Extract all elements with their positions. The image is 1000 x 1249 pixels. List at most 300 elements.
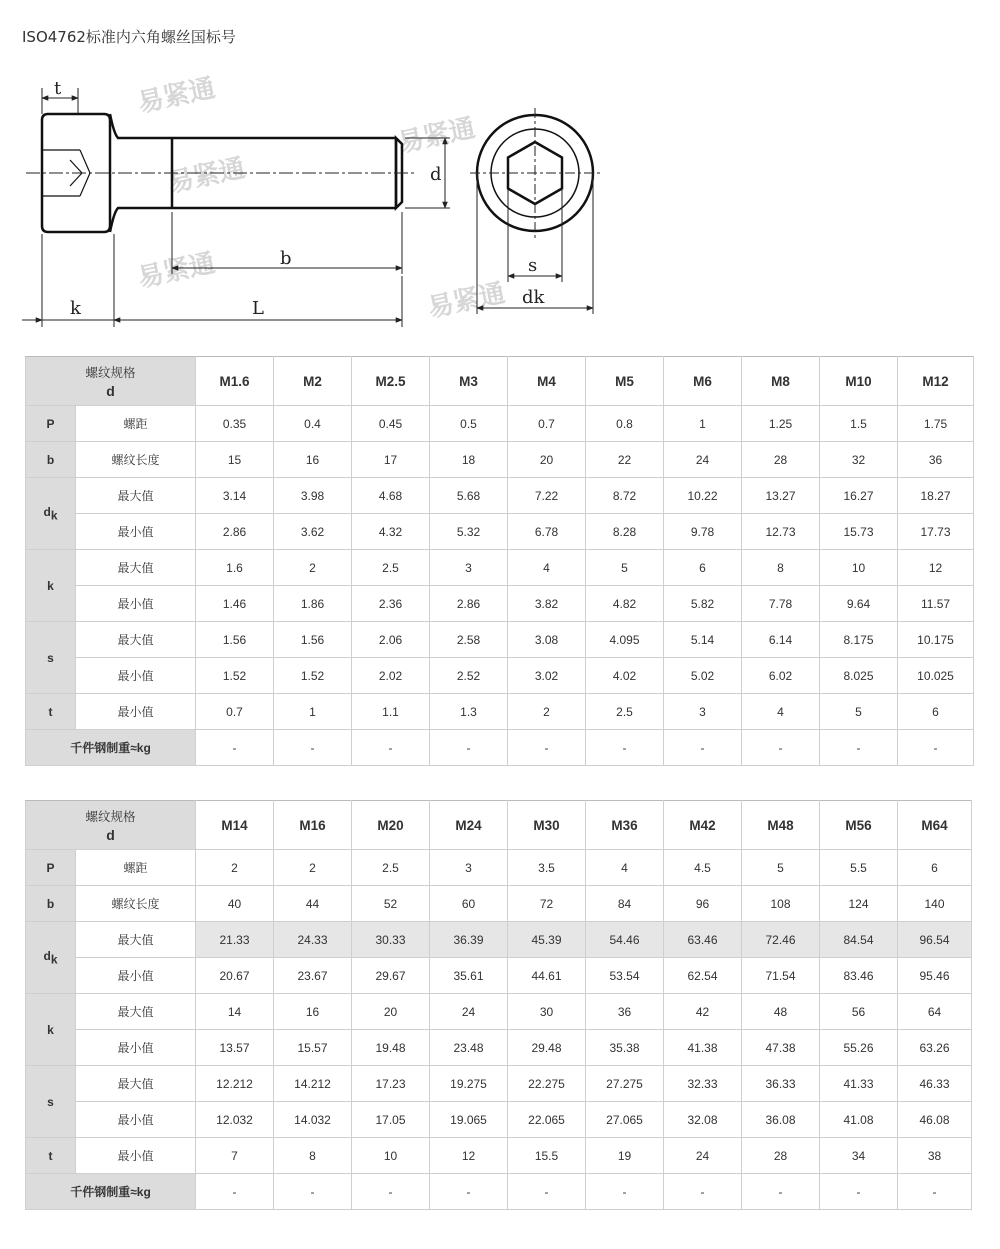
header-row bbox=[26, 801, 972, 850]
cell-value: 1.5 bbox=[820, 406, 898, 442]
size-header: M1.6 bbox=[196, 357, 274, 406]
cell-value: 21.33 bbox=[196, 922, 274, 958]
cell-value: 72 bbox=[508, 886, 586, 922]
cell-value: 2.58 bbox=[430, 622, 508, 658]
cell-value: - bbox=[664, 1174, 742, 1210]
size-header: M4 bbox=[508, 357, 586, 406]
cell-value: 36.08 bbox=[742, 1102, 820, 1138]
dim-label-k: k bbox=[70, 298, 81, 319]
cell-value: 6 bbox=[898, 694, 974, 730]
cell-value: 3.02 bbox=[508, 658, 586, 694]
cell-value: 55.26 bbox=[820, 1030, 898, 1066]
cell-value: 2.5 bbox=[586, 694, 664, 730]
cell-value: 1.3 bbox=[430, 694, 508, 730]
cell-value: 4.02 bbox=[586, 658, 664, 694]
cell-value: 4.82 bbox=[586, 586, 664, 622]
symbol-sub-k: k bbox=[50, 952, 58, 967]
size-header: M30 bbox=[508, 801, 586, 850]
cell-value: 0.4 bbox=[274, 406, 352, 442]
cell-value: 20.67 bbox=[196, 958, 274, 994]
cell-value: 4.32 bbox=[352, 514, 430, 550]
cell-value: 72.46 bbox=[742, 922, 820, 958]
cell-value: 3 bbox=[430, 550, 508, 586]
cell-value: 45.39 bbox=[508, 922, 586, 958]
cell-value: 2 bbox=[508, 694, 586, 730]
row-t-min bbox=[26, 1138, 972, 1174]
dim-label-L: L bbox=[252, 298, 264, 319]
cell-value: 0.45 bbox=[352, 406, 430, 442]
row-label-min: 最小值 bbox=[76, 1138, 196, 1174]
cell-value: 40 bbox=[196, 886, 274, 922]
cell-value: 10 bbox=[820, 550, 898, 586]
row-label-min: 最小值 bbox=[76, 586, 196, 622]
cell-value: 7.78 bbox=[742, 586, 820, 622]
cell-value: 19 bbox=[586, 1138, 664, 1174]
cell-value: 36.39 bbox=[430, 922, 508, 958]
screw-technical-drawing bbox=[20, 72, 620, 342]
cell-value: 7.22 bbox=[508, 478, 586, 514]
cell-value: 5.32 bbox=[430, 514, 508, 550]
cell-value: 84.54 bbox=[820, 922, 898, 958]
corner-label: 螺纹规格 bbox=[85, 810, 136, 824]
row-label-min: 最小值 bbox=[76, 958, 196, 994]
cell-value: - bbox=[820, 730, 898, 766]
size-header: M2 bbox=[274, 357, 352, 406]
row-label-min: 最小值 bbox=[76, 694, 196, 730]
row-k-min bbox=[26, 586, 974, 622]
cell-value: - bbox=[664, 730, 742, 766]
cell-value: 2 bbox=[196, 850, 274, 886]
cell-value: 71.54 bbox=[742, 958, 820, 994]
dim-label-dk: dk bbox=[522, 287, 545, 308]
row-label-min: 最小值 bbox=[76, 1030, 196, 1066]
cell-value: 124 bbox=[820, 886, 898, 922]
cell-value: 7 bbox=[196, 1138, 274, 1174]
screw-end-view bbox=[470, 108, 600, 238]
cell-value: - bbox=[196, 730, 274, 766]
cell-value: 28 bbox=[742, 1138, 820, 1174]
cell-value: 19.275 bbox=[430, 1066, 508, 1102]
cell-value: 27.275 bbox=[586, 1066, 664, 1102]
cell-value: 28 bbox=[742, 442, 820, 478]
size-header: M8 bbox=[742, 357, 820, 406]
cell-value: 96 bbox=[664, 886, 742, 922]
row-label-min: 最小值 bbox=[76, 514, 196, 550]
cell-value: 23.67 bbox=[274, 958, 352, 994]
cell-value: 24 bbox=[664, 1138, 742, 1174]
cell-value: 6.02 bbox=[742, 658, 820, 694]
cell-value: 10.175 bbox=[898, 622, 974, 658]
row-s-min bbox=[26, 658, 974, 694]
cell-value: - bbox=[430, 1174, 508, 1210]
cell-value: 12.73 bbox=[742, 514, 820, 550]
cell-value: 29.48 bbox=[508, 1030, 586, 1066]
cell-value: 2.52 bbox=[430, 658, 508, 694]
dim-label-d: d bbox=[430, 164, 442, 185]
size-header: M36 bbox=[586, 801, 664, 850]
cell-value: 18.27 bbox=[898, 478, 974, 514]
cell-value: 10.025 bbox=[898, 658, 974, 694]
cell-value: 23.48 bbox=[430, 1030, 508, 1066]
cell-value: 17.23 bbox=[352, 1066, 430, 1102]
cell-value: 8.28 bbox=[586, 514, 664, 550]
cell-value: 30.33 bbox=[352, 922, 430, 958]
cell-value: 3 bbox=[430, 850, 508, 886]
cell-value: 44 bbox=[274, 886, 352, 922]
row-weight bbox=[26, 1174, 972, 1210]
cell-value: 32 bbox=[820, 442, 898, 478]
cell-value: 14 bbox=[196, 994, 274, 1030]
cell-value: - bbox=[352, 1174, 430, 1210]
cell-value: 13.27 bbox=[742, 478, 820, 514]
cell-value: 44.61 bbox=[508, 958, 586, 994]
cell-value: 17 bbox=[352, 442, 430, 478]
cell-value: 1.52 bbox=[196, 658, 274, 694]
cell-value: 15.5 bbox=[508, 1138, 586, 1174]
cell-value: 8 bbox=[274, 1138, 352, 1174]
cell-value: 8.72 bbox=[586, 478, 664, 514]
cell-value: 12.032 bbox=[196, 1102, 274, 1138]
row-label-min: 最小值 bbox=[76, 658, 196, 694]
corner-header bbox=[26, 357, 196, 406]
row-label-max: 最大值 bbox=[76, 994, 196, 1030]
row-k-max bbox=[26, 550, 974, 586]
cell-value: 1.6 bbox=[196, 550, 274, 586]
row-symbol-k: k bbox=[26, 550, 76, 622]
row-symbol-P: P bbox=[26, 406, 76, 442]
cell-value: 2 bbox=[274, 550, 352, 586]
row-s-max bbox=[26, 1066, 972, 1102]
cell-value: - bbox=[742, 730, 820, 766]
cell-value: 6.78 bbox=[508, 514, 586, 550]
size-header: M16 bbox=[274, 801, 352, 850]
row-dk-max bbox=[26, 478, 974, 514]
cell-value: - bbox=[274, 1174, 352, 1210]
cell-value: - bbox=[898, 730, 974, 766]
cell-value: - bbox=[352, 730, 430, 766]
header-row bbox=[26, 357, 974, 406]
cell-value: 12 bbox=[898, 550, 974, 586]
cell-value: 4 bbox=[742, 694, 820, 730]
row-symbol-P: P bbox=[26, 850, 76, 886]
cell-value: 34 bbox=[820, 1138, 898, 1174]
cell-value: 4.5 bbox=[664, 850, 742, 886]
cell-value: 1.25 bbox=[742, 406, 820, 442]
cell-value: 60 bbox=[430, 886, 508, 922]
cell-value: 17.73 bbox=[898, 514, 974, 550]
row-symbol-dk bbox=[26, 922, 76, 994]
watermark bbox=[135, 73, 508, 324]
row-label-max: 最大值 bbox=[76, 1066, 196, 1102]
cell-value: 19.48 bbox=[352, 1030, 430, 1066]
cell-value: 6 bbox=[664, 550, 742, 586]
row-weight bbox=[26, 730, 974, 766]
cell-value: - bbox=[430, 730, 508, 766]
cell-value: 41.38 bbox=[664, 1030, 742, 1066]
cell-value: 3.98 bbox=[274, 478, 352, 514]
cell-value: 5.82 bbox=[664, 586, 742, 622]
cell-value: 6 bbox=[898, 850, 972, 886]
watermark-text-3: 易紧通 bbox=[135, 248, 218, 294]
cell-value: 47.38 bbox=[742, 1030, 820, 1066]
symbol-sub-k: k bbox=[50, 508, 58, 523]
cell-value: 1 bbox=[274, 694, 352, 730]
cell-value: 17.05 bbox=[352, 1102, 430, 1138]
corner-symbol: d bbox=[106, 827, 115, 843]
cell-value: 63.26 bbox=[898, 1030, 972, 1066]
spec-table-1 bbox=[25, 356, 974, 766]
cell-value: 5.02 bbox=[664, 658, 742, 694]
cell-value: 62.54 bbox=[664, 958, 742, 994]
cell-value: 11.57 bbox=[898, 586, 974, 622]
size-header: M48 bbox=[742, 801, 820, 850]
cell-value: 16 bbox=[274, 442, 352, 478]
cell-value: 53.54 bbox=[586, 958, 664, 994]
cell-value: 27.065 bbox=[586, 1102, 664, 1138]
row-symbol-s: s bbox=[26, 622, 76, 694]
cell-value: - bbox=[508, 1174, 586, 1210]
row-label-thread-length: 螺纹长度 bbox=[76, 442, 196, 478]
row-s-max bbox=[26, 622, 974, 658]
cell-value: 10.22 bbox=[664, 478, 742, 514]
row-label-max: 最大值 bbox=[76, 922, 196, 958]
cell-value: 8.175 bbox=[820, 622, 898, 658]
corner-symbol: d bbox=[106, 383, 115, 399]
row-label-max: 最大值 bbox=[76, 622, 196, 658]
cell-value: 24.33 bbox=[274, 922, 352, 958]
cell-value: 15 bbox=[196, 442, 274, 478]
cell-value: 9.64 bbox=[820, 586, 898, 622]
size-header: M5 bbox=[586, 357, 664, 406]
cell-value: 42 bbox=[664, 994, 742, 1030]
symbol-d: d bbox=[43, 504, 51, 519]
row-t-min bbox=[26, 694, 974, 730]
row-symbol-b: b bbox=[26, 442, 76, 478]
cell-value: - bbox=[508, 730, 586, 766]
cell-value: 1.75 bbox=[898, 406, 974, 442]
cell-value: 1.1 bbox=[352, 694, 430, 730]
row-label-min: 最小值 bbox=[76, 1102, 196, 1138]
cell-value: 12.212 bbox=[196, 1066, 274, 1102]
cell-value: 2.5 bbox=[352, 550, 430, 586]
cell-value: 83.46 bbox=[820, 958, 898, 994]
cell-value: 5 bbox=[586, 550, 664, 586]
cell-value: 41.33 bbox=[820, 1066, 898, 1102]
cell-value: 140 bbox=[898, 886, 972, 922]
cell-value: 1.52 bbox=[274, 658, 352, 694]
cell-value: 2.5 bbox=[352, 850, 430, 886]
cell-value: 38 bbox=[898, 1138, 972, 1174]
size-header: M56 bbox=[820, 801, 898, 850]
cell-value: 2.86 bbox=[196, 514, 274, 550]
cell-value: 36 bbox=[898, 442, 974, 478]
watermark-text-5: 易紧通 bbox=[425, 278, 508, 324]
cell-value: 5.5 bbox=[820, 850, 898, 886]
cell-value: 41.08 bbox=[820, 1102, 898, 1138]
cell-value: 32.08 bbox=[664, 1102, 742, 1138]
row-thread-length bbox=[26, 886, 972, 922]
row-label-max: 最大值 bbox=[76, 478, 196, 514]
size-header: M3 bbox=[430, 357, 508, 406]
cell-value: 14.032 bbox=[274, 1102, 352, 1138]
cell-value: - bbox=[820, 1174, 898, 1210]
cell-value: 29.67 bbox=[352, 958, 430, 994]
cell-value: 54.46 bbox=[586, 922, 664, 958]
cell-value: 8.025 bbox=[820, 658, 898, 694]
cell-value: 1.56 bbox=[274, 622, 352, 658]
cell-value: 14.212 bbox=[274, 1066, 352, 1102]
cell-value: 5 bbox=[742, 850, 820, 886]
size-header: M14 bbox=[196, 801, 274, 850]
row-dk-min bbox=[26, 958, 972, 994]
cell-value: 24 bbox=[430, 994, 508, 1030]
cell-value: 16 bbox=[274, 994, 352, 1030]
size-header: M20 bbox=[352, 801, 430, 850]
cell-value: 20 bbox=[508, 442, 586, 478]
cell-value: 9.78 bbox=[664, 514, 742, 550]
cell-value: 15.73 bbox=[820, 514, 898, 550]
cell-value: 19.065 bbox=[430, 1102, 508, 1138]
cell-value: - bbox=[586, 1174, 664, 1210]
cell-value: - bbox=[586, 730, 664, 766]
corner-header bbox=[26, 801, 196, 850]
size-header: M2.5 bbox=[352, 357, 430, 406]
cell-value: 30 bbox=[508, 994, 586, 1030]
row-dk-min bbox=[26, 514, 974, 550]
cell-value: 3 bbox=[664, 694, 742, 730]
size-header: M42 bbox=[664, 801, 742, 850]
row-symbol-b: b bbox=[26, 886, 76, 922]
cell-value: 96.54 bbox=[898, 922, 972, 958]
cell-value: 22.065 bbox=[508, 1102, 586, 1138]
cell-value: 5.68 bbox=[430, 478, 508, 514]
dim-label-s: s bbox=[528, 255, 538, 276]
row-symbol-t: t bbox=[26, 1138, 76, 1174]
cell-value: 6.14 bbox=[742, 622, 820, 658]
cell-value: 15.57 bbox=[274, 1030, 352, 1066]
row-symbol-s: s bbox=[26, 1066, 76, 1138]
cell-value: 2.36 bbox=[352, 586, 430, 622]
cell-value: 35.61 bbox=[430, 958, 508, 994]
cell-value: 63.46 bbox=[664, 922, 742, 958]
cell-value: 3.62 bbox=[274, 514, 352, 550]
watermark-text-4: 易紧通 bbox=[395, 113, 478, 159]
cell-value: 0.8 bbox=[586, 406, 664, 442]
row-symbol-t: t bbox=[26, 694, 76, 730]
row-symbol-dk bbox=[26, 478, 76, 550]
cell-value: - bbox=[898, 1174, 972, 1210]
cell-value: 46.08 bbox=[898, 1102, 972, 1138]
cell-value: 1.86 bbox=[274, 586, 352, 622]
cell-value: 4.68 bbox=[352, 478, 430, 514]
cell-value: 36.33 bbox=[742, 1066, 820, 1102]
cell-value: 8 bbox=[742, 550, 820, 586]
row-s-min bbox=[26, 1102, 972, 1138]
cell-value: 12 bbox=[430, 1138, 508, 1174]
cell-value: 4 bbox=[586, 850, 664, 886]
row-label-weight: 千件钢制重≈kg bbox=[26, 730, 196, 766]
cell-value: 16.27 bbox=[820, 478, 898, 514]
row-label-weight: 千件钢制重≈kg bbox=[26, 1174, 196, 1210]
cell-value: 22 bbox=[586, 442, 664, 478]
size-header: M12 bbox=[898, 357, 974, 406]
row-dk-max bbox=[26, 922, 972, 958]
cell-value: - bbox=[274, 730, 352, 766]
cell-value: 35.38 bbox=[586, 1030, 664, 1066]
row-label-max: 最大值 bbox=[76, 550, 196, 586]
cell-value: 48 bbox=[742, 994, 820, 1030]
size-header: M6 bbox=[664, 357, 742, 406]
row-thread-length bbox=[26, 442, 974, 478]
cell-value: 24 bbox=[664, 442, 742, 478]
row-label-pitch: 螺距 bbox=[76, 406, 196, 442]
watermark-text-1: 易紧通 bbox=[135, 73, 218, 119]
cell-value: 0.7 bbox=[196, 694, 274, 730]
cell-value: 22.275 bbox=[508, 1066, 586, 1102]
size-header: M24 bbox=[430, 801, 508, 850]
row-k-max bbox=[26, 994, 972, 1030]
cell-value: 13.57 bbox=[196, 1030, 274, 1066]
cell-value: 0.35 bbox=[196, 406, 274, 442]
row-label-pitch: 螺距 bbox=[76, 850, 196, 886]
cell-value: 1.46 bbox=[196, 586, 274, 622]
cell-value: 52 bbox=[352, 886, 430, 922]
watermark-text-2: 易紧通 bbox=[165, 153, 248, 199]
dim-label-t: t bbox=[54, 78, 62, 99]
cell-value: 46.33 bbox=[898, 1066, 972, 1102]
cell-value: - bbox=[742, 1174, 820, 1210]
cell-value: 108 bbox=[742, 886, 820, 922]
cell-value: 3.5 bbox=[508, 850, 586, 886]
cell-value: 1.56 bbox=[196, 622, 274, 658]
cell-value: 18 bbox=[430, 442, 508, 478]
cell-value: 64 bbox=[898, 994, 972, 1030]
cell-value: 20 bbox=[352, 994, 430, 1030]
page-title: ISO4762标准内六角螺丝国标号 bbox=[22, 28, 236, 46]
size-header: M64 bbox=[898, 801, 972, 850]
cell-value: 3.82 bbox=[508, 586, 586, 622]
cell-value: 10 bbox=[352, 1138, 430, 1174]
cell-value: 1 bbox=[664, 406, 742, 442]
spec-table-2 bbox=[25, 800, 972, 1210]
cell-value: 2 bbox=[274, 850, 352, 886]
cell-value: 5 bbox=[820, 694, 898, 730]
symbol-d: d bbox=[43, 948, 51, 963]
cell-value: 4 bbox=[508, 550, 586, 586]
cell-value: 0.5 bbox=[430, 406, 508, 442]
cell-value: 36 bbox=[586, 994, 664, 1030]
dim-label-b: b bbox=[280, 248, 292, 269]
corner-label: 螺纹规格 bbox=[85, 366, 136, 380]
cell-value: 2.02 bbox=[352, 658, 430, 694]
cell-value: 95.46 bbox=[898, 958, 972, 994]
row-symbol-k: k bbox=[26, 994, 76, 1066]
cell-value: 84 bbox=[586, 886, 664, 922]
cell-value: 2.86 bbox=[430, 586, 508, 622]
cell-value: 2.06 bbox=[352, 622, 430, 658]
cell-value: 4.095 bbox=[586, 622, 664, 658]
cell-value: 0.7 bbox=[508, 406, 586, 442]
size-header: M10 bbox=[820, 357, 898, 406]
cell-value: - bbox=[196, 1174, 274, 1210]
row-k-min bbox=[26, 1030, 972, 1066]
cell-value: 32.33 bbox=[664, 1066, 742, 1102]
cell-value: 5.14 bbox=[664, 622, 742, 658]
cell-value: 3.08 bbox=[508, 622, 586, 658]
row-label-thread-length: 螺纹长度 bbox=[76, 886, 196, 922]
cell-value: 3.14 bbox=[196, 478, 274, 514]
row-pitch bbox=[26, 850, 972, 886]
